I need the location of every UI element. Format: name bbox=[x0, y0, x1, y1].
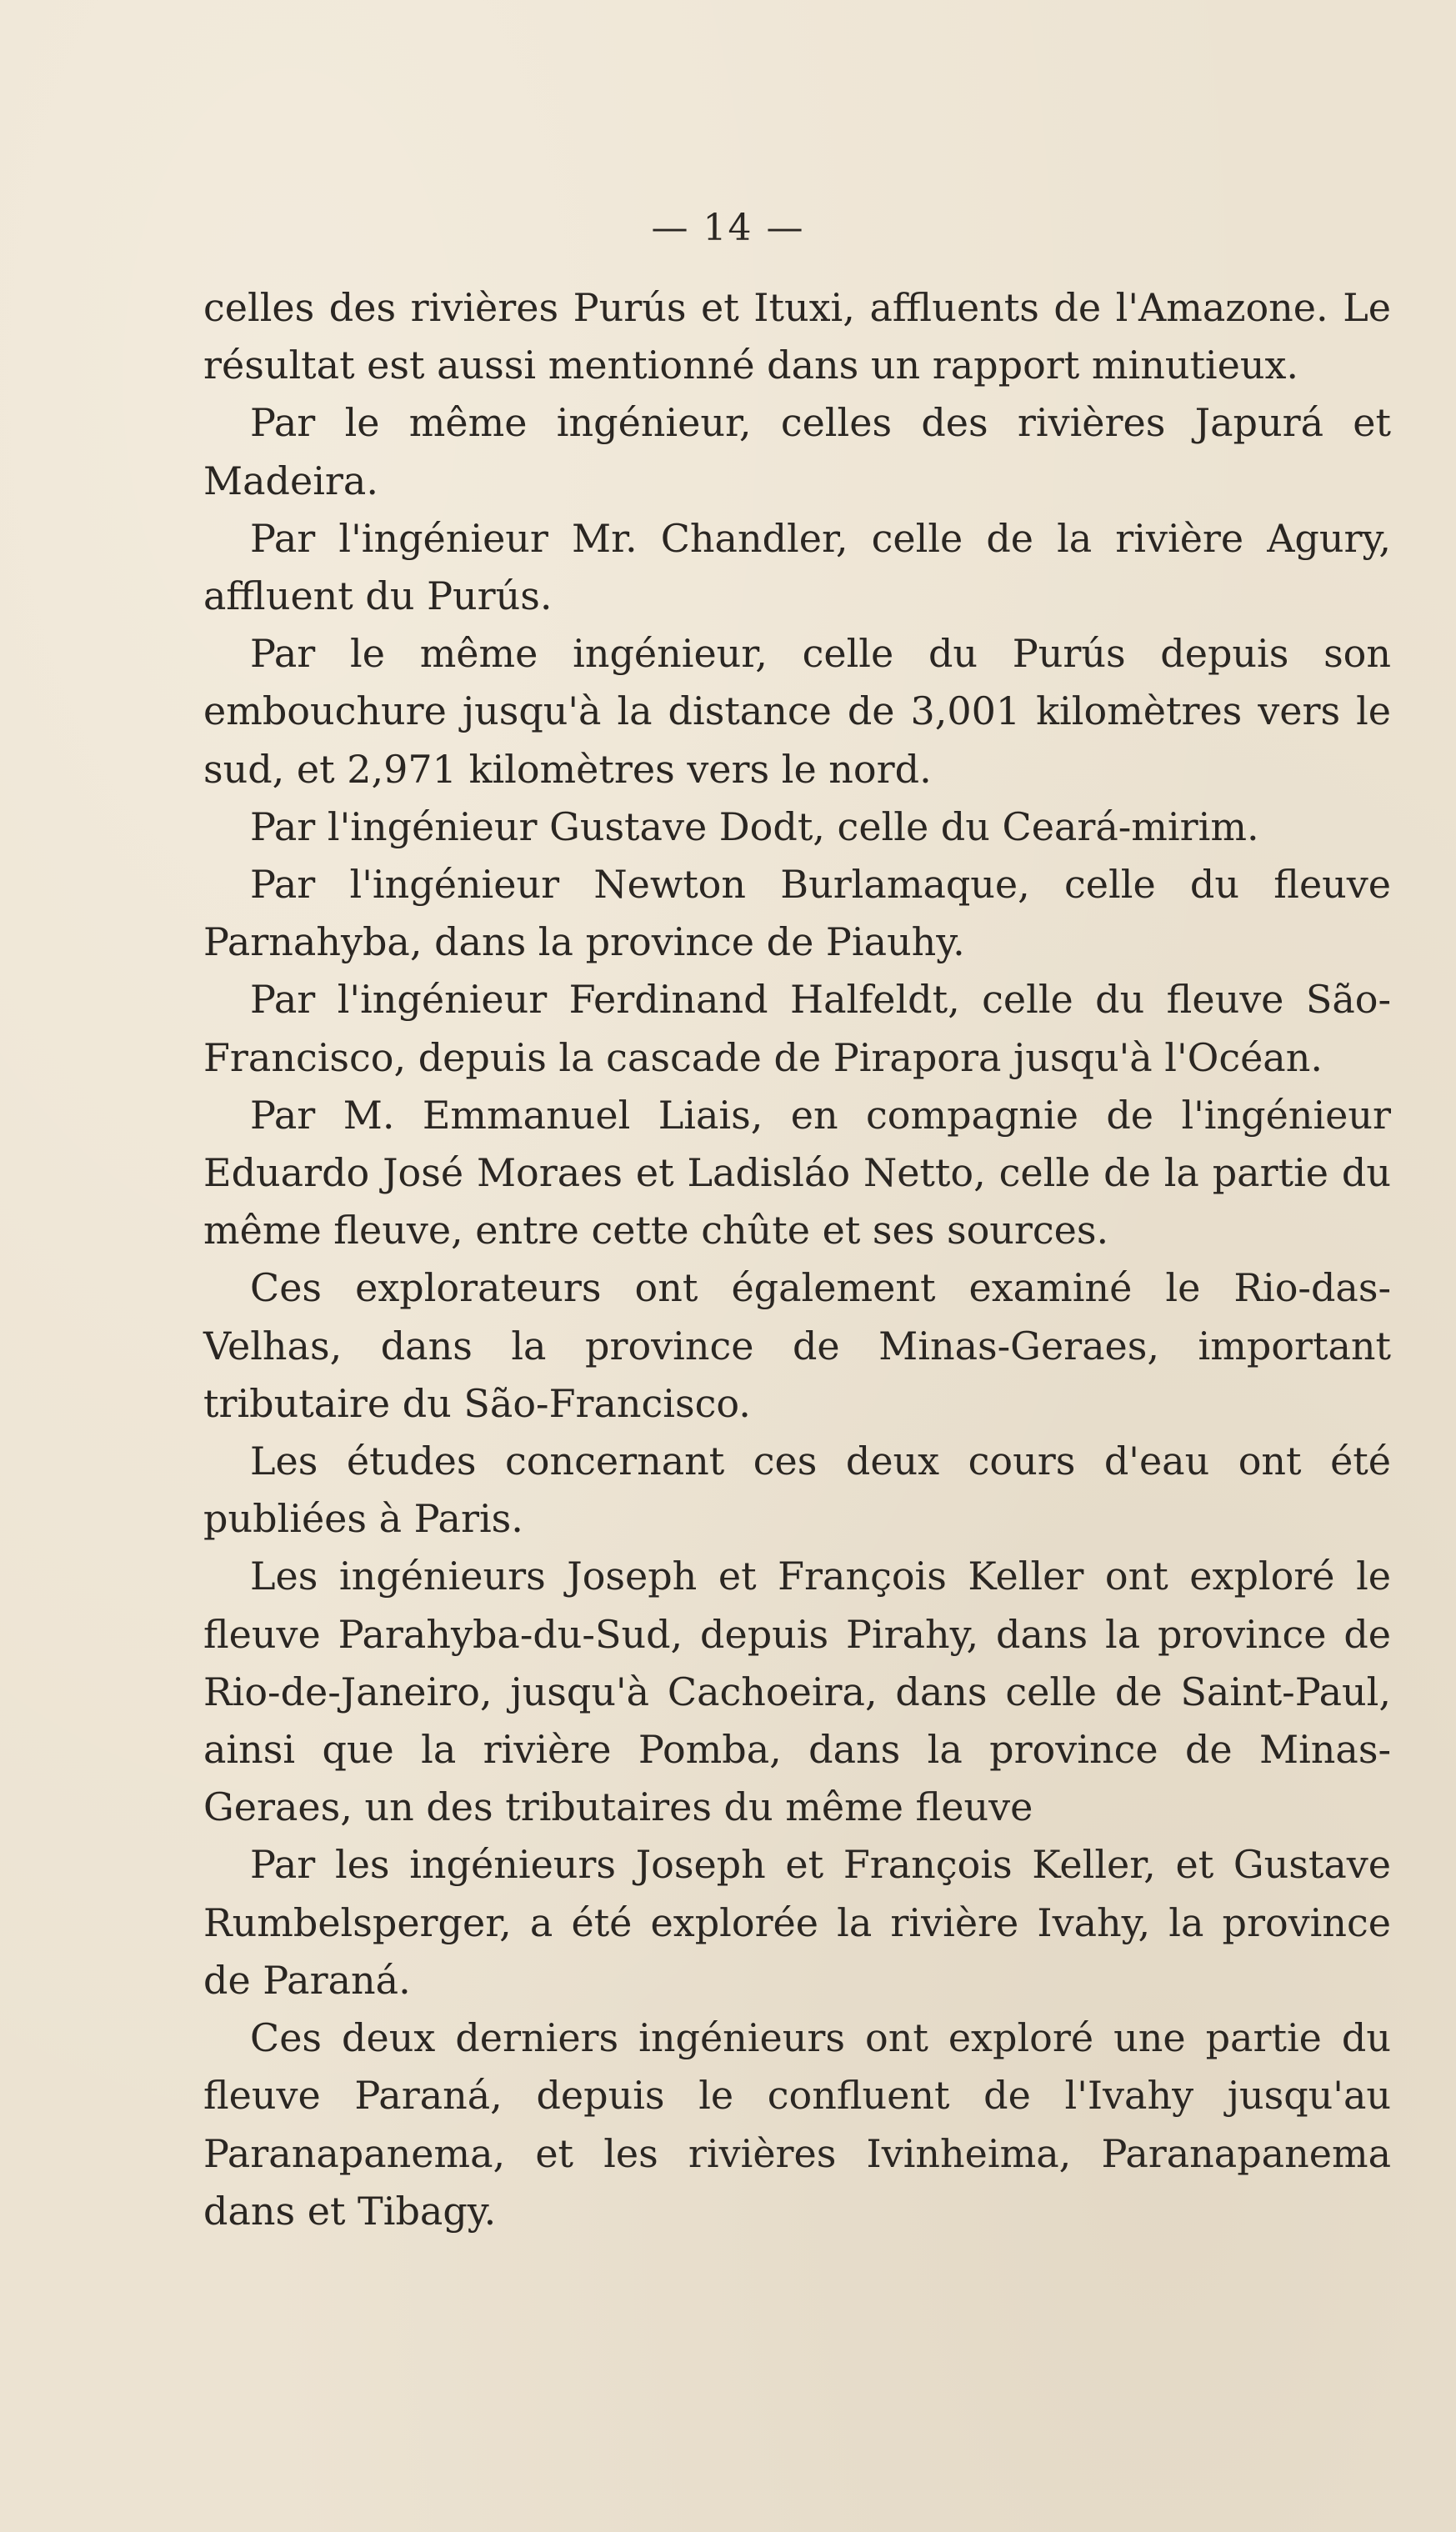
paragraph: Par M. Emmanuel Liais, en compagnie de l'ingénieur Eduardo José Moraes et Ladisláo Netto, celle de la partie du même fleuve, entre cette chûte et ses sources. bbox=[203, 1092, 1391, 1253]
body-text bbox=[203, 279, 1391, 2240]
paragraph: Les études concernant ces deux cours d'eau ont été publiées à Paris. bbox=[203, 1439, 1391, 1542]
paragraph: Ces explorateurs ont également examiné le Rio-das-Velhas, dans la province de Minas-Geraes, important tributaire du São-Francisco. bbox=[203, 1265, 1391, 1426]
paragraph: Par le même ingénieur, celle du Purús depuis son embouchure jusqu'à la distance de 3,001 kilomètres vers le sud, et 2,971 kilomètres vers le nord. bbox=[203, 631, 1391, 792]
paragraph: Ces deux derniers ingénieurs ont exploré une partie du fleuve Paraná, depuis le confluent de l'Ivahy jusqu'au Paranapanema, et les rivières Ivinheima, Paranapanema dans et Tibagy. bbox=[203, 2015, 1391, 2234]
paragraph: Par le même ingénieur, celles des rivières Japurá et Madeira. bbox=[203, 400, 1391, 503]
page-number: — 14 — bbox=[651, 207, 805, 249]
paragraph: Les ingénieurs Joseph et François Keller ont exploré le fleuve Parahyba-du-Sud, depuis Pirahy, dans la province de Rio-de-Janeiro, jusqu'à Cachoeira, dans celle de Saint-Paul, ainsi que la rivière Pomba, dans la province de Minas-Geraes, un des tributaires du même fleuve bbox=[203, 1554, 1391, 1830]
paragraph: Par l'ingénieur Mr. Chandler, celle de la rivière Agury, affluent du Purús. bbox=[203, 515, 1391, 619]
paragraph: Par l'ingénieur Ferdinand Halfeldt, celle du fleuve São-Francisco, depuis la cascade de Pirapora jusqu'à l'Océan. bbox=[203, 977, 1391, 1080]
paragraph: celles des rivières Purús et Ituxi, affluents de l'Amazone. Le résultat est aussi mentionné dans un rapport minutieux. bbox=[203, 285, 1391, 388]
paragraph: Par l'ingénieur Gustave Dodt, celle du Ceará-mirim. bbox=[250, 803, 1259, 849]
paragraph: Par les ingénieurs Joseph et François Keller, et Gustave Rumbelsperger, a été explorée la rivière Ivahy, la province de Paraná. bbox=[203, 1842, 1391, 2003]
paragraph: Par l'ingénieur Newton Burlamaque, celle du fleuve Parnahyba, dans la province de Piauhy. bbox=[203, 862, 1391, 965]
